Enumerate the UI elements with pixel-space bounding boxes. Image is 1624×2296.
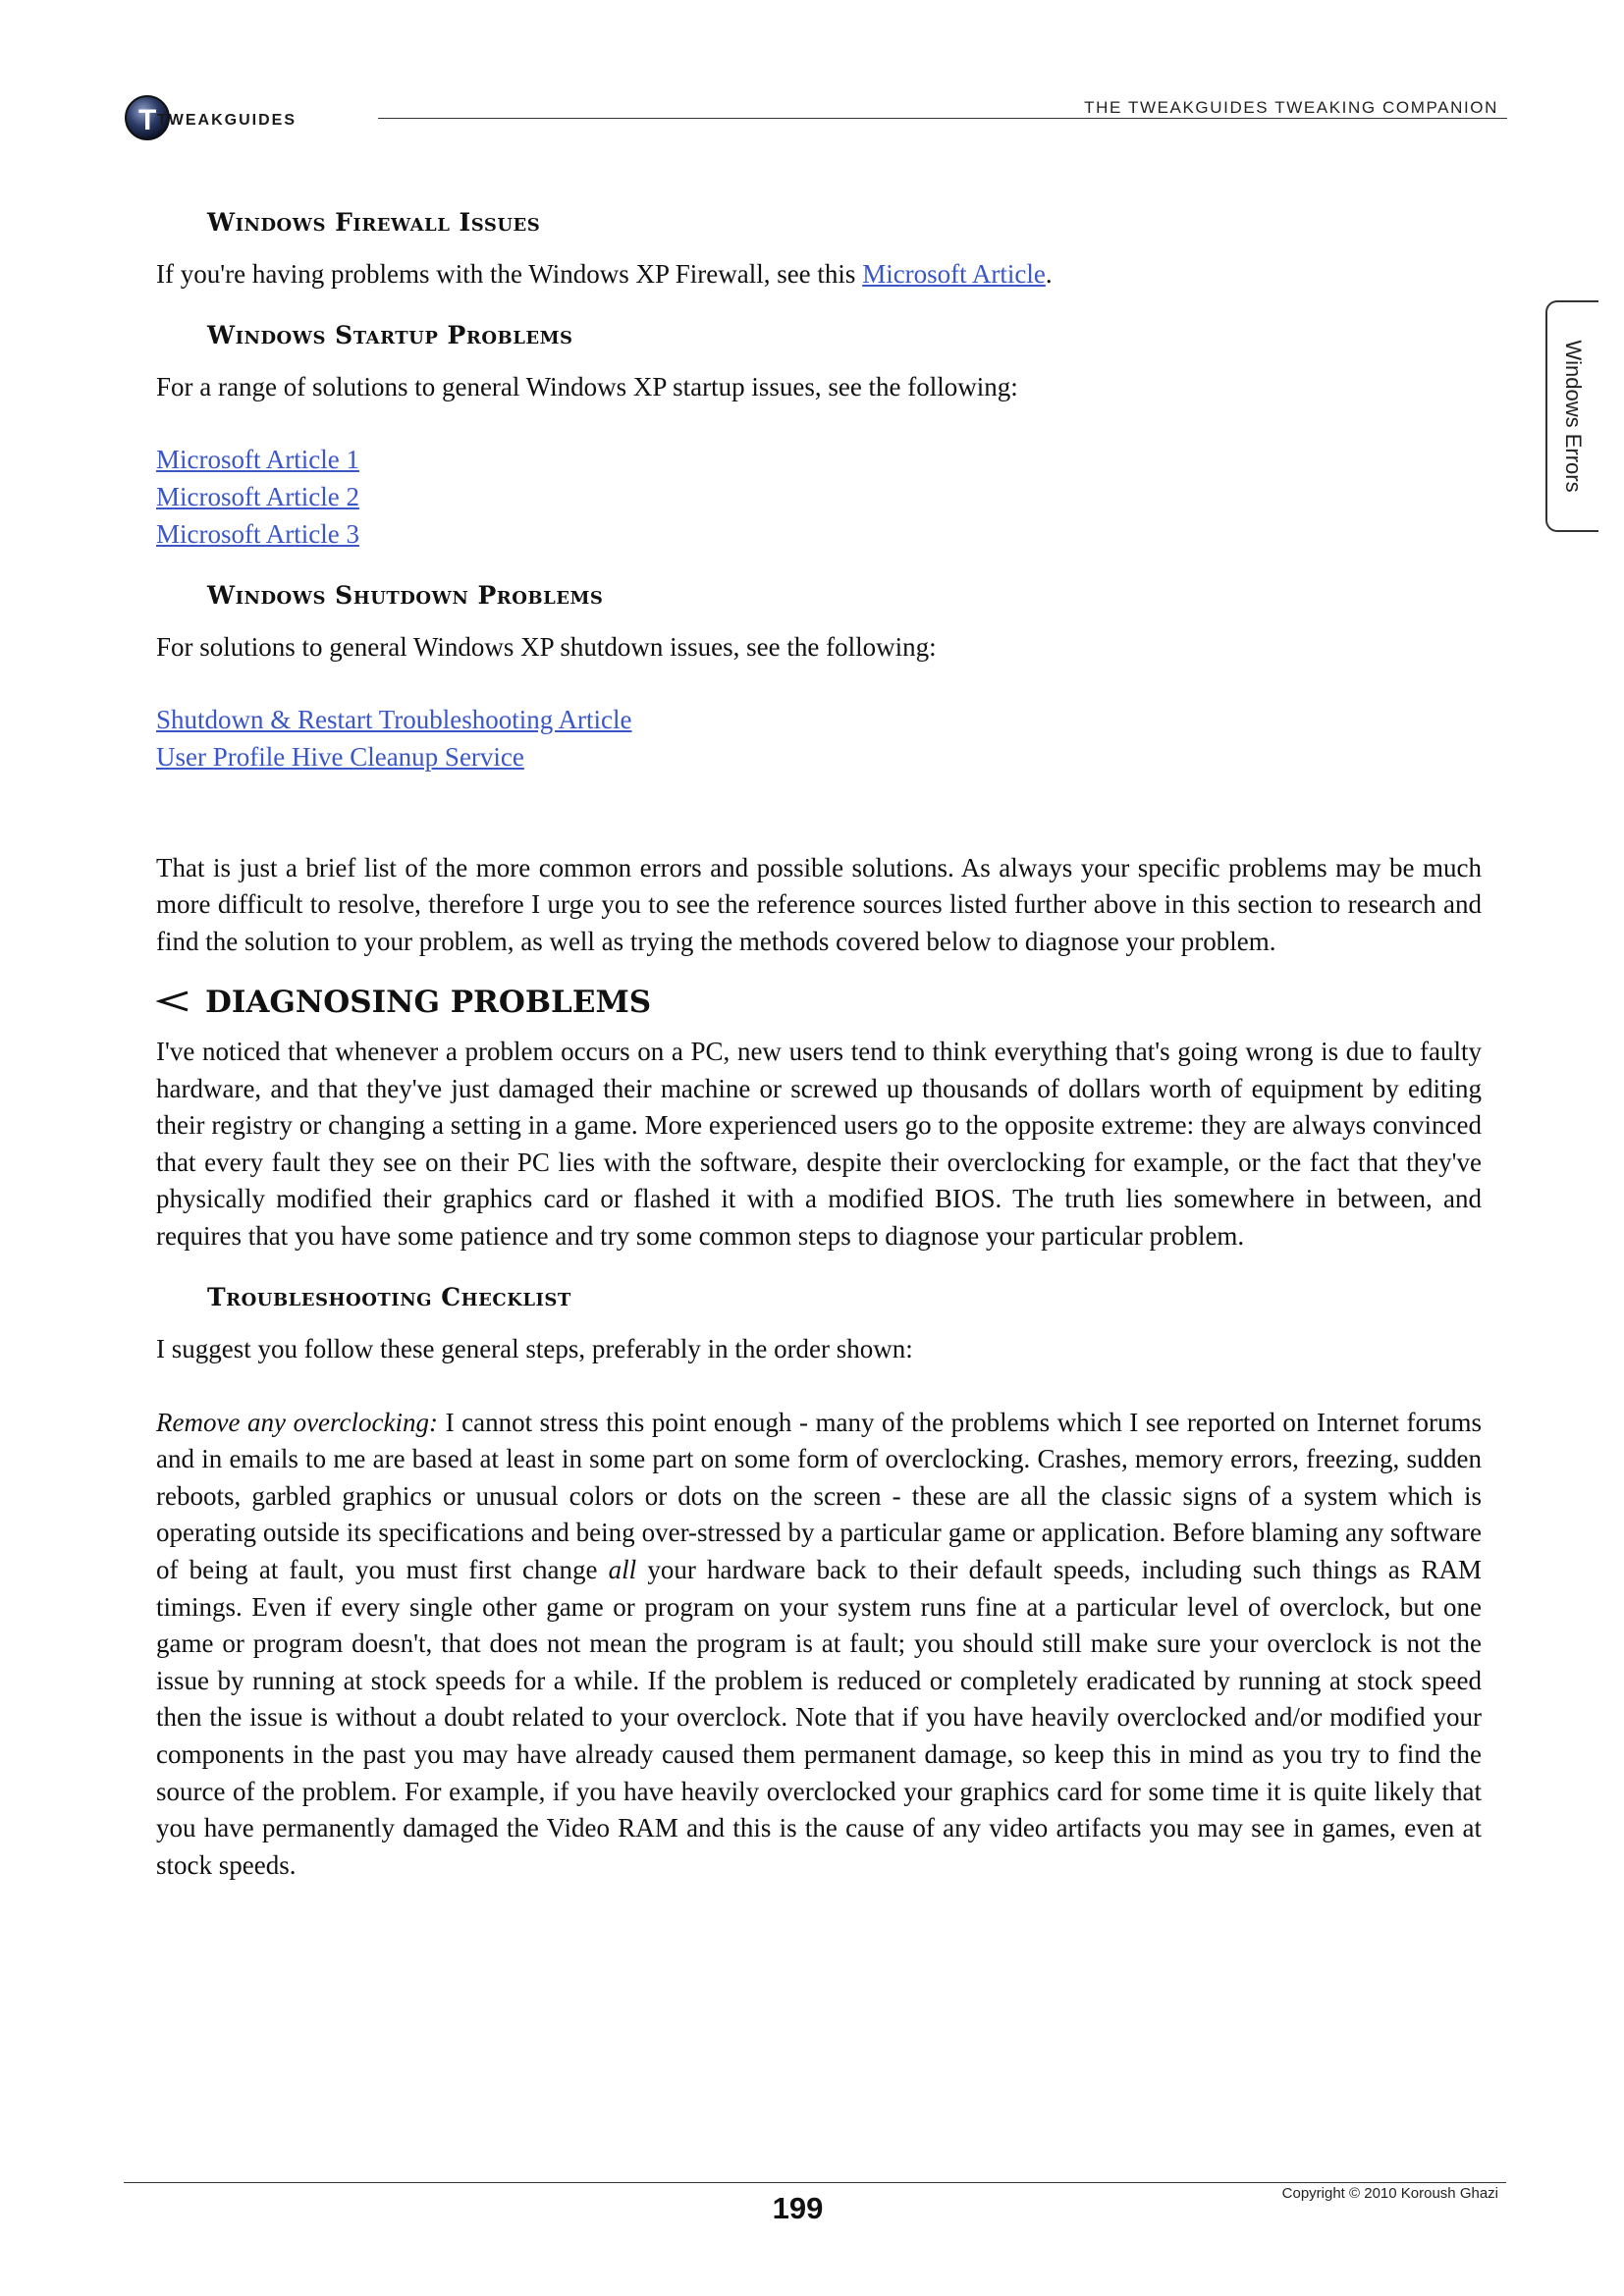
heading-troubleshooting-checklist: Troubleshooting Checklist	[207, 1283, 571, 1312]
checklist-item-emphasis: all	[608, 1555, 637, 1585]
footer-divider	[124, 2182, 1506, 2183]
svg-text:T: T	[138, 104, 157, 136]
header-divider	[378, 118, 1507, 119]
firewall-text: If you're having problems with the Windows XP Firewall, see this	[156, 258, 863, 289]
link-microsoft-article-2[interactable]: Microsoft Article 2	[156, 481, 359, 511]
checklist-intro: I suggest you follow these general steps, preferably in the order shown:	[156, 1334, 913, 1364]
shutdown-paragraph: For solutions to general Windows XP shutdown issues, see the following:	[156, 631, 937, 662]
heading-diagnosing-problems-label: DIAGNOSING PROBLEMS	[205, 985, 652, 1021]
chevron-left-icon	[156, 985, 189, 1022]
diagnosing-paragraph: I've noticed that whenever a problem occurs on a PC, new users tend to think everything that's going wrong is due to faulty hardware, and that they've just damaged their machine or screwed up thousands of dollars worth of equipment by editing their registry or changing a setting in a game. More experienced users go to the opposite extreme: they are always convinced that every fault they see on their PC lies with the software, despite their overclocking for example, or the fact that they've physically modified their graphics card or flashed it with a modified BIOS. The truth lies somewhere in between, and requires that you have some patience and try some common steps to diagnose your particular problem.	[156, 1036, 1482, 1251]
checklist-item-text-1: I cannot stress this point enough - many of the problems which I see reported on Internet forums and in emails to me are based at least in some part on some form of overclocking. Crashes, memory errors, freezing, sudden reboots, garbled graphics or unusual colors or dots on the screen - these are all the classic signs of a system which is operating outside its specifications and being over-stressed by a particular game or application. Before blaming any software of being at fault, you must first change	[156, 1407, 1482, 1585]
link-user-profile-hive-cleanup[interactable]: User Profile Hive Cleanup Service	[156, 741, 524, 772]
link-microsoft-article-3[interactable]: Microsoft Article 3	[156, 518, 359, 549]
checklist-item-overclocking	[156, 1405, 1482, 1885]
tweakguides-logo	[124, 94, 365, 143]
startup-links	[156, 442, 1482, 553]
logo-text: TWEAKGUIDES	[157, 112, 297, 129]
link-shutdown-restart-article[interactable]: Shutdown & Restart Troubleshooting Article	[156, 705, 632, 735]
heading-diagnosing-problems	[156, 985, 1482, 1022]
running-header-title: THE TWEAKGUIDES TWEAKING COMPANION	[1084, 98, 1498, 117]
chapter-side-tab	[1545, 300, 1598, 532]
link-microsoft-article-1[interactable]: Microsoft Article 1	[156, 445, 359, 475]
link-microsoft-article[interactable]: Microsoft Article	[862, 258, 1046, 289]
page-number: 199	[772, 2191, 824, 2225]
shutdown-links	[156, 702, 1482, 775]
copyright-notice: Copyright © 2010 Koroush Ghazi	[1281, 2185, 1498, 2202]
heading-windows-startup: Windows Startup Problems	[207, 321, 573, 350]
startup-paragraph: For a range of solutions to general Windows XP startup issues, see the following:	[156, 371, 1018, 401]
summary-paragraph: That is just a brief list of the more common errors and possible solutions. As always your specific problems may be much more difficult to resolve, therefore I urge you to see the reference sources listed further above in this section to research and find the solution to your problem, as well as trying the methods covered below to diagnose your problem.	[156, 852, 1482, 956]
heading-windows-firewall: Windows Firewall Issues	[207, 208, 541, 237]
page-content	[156, 204, 1482, 1884]
checklist-item-label: Remove any overclocking:	[156, 1407, 438, 1437]
heading-windows-shutdown: Windows Shutdown Problems	[207, 581, 604, 611]
checklist-item-text-2: your hardware back to their default speeds, including such things as RAM timings. Even if every single other game or program on your system runs fine at a particular level of overclock, but one game or program doesn't, that does not mean the program is at fault; you should still make sure your overclock is not the issue by running at stock speeds for a while. If the problem is reduced or completely eradicated by running at stock speed then the issue is without a doubt related to your overclock. Note that if you have heavily overclocked and/or modified your components in the past you may have already caused them permanent damage, so keep this in mind as you try to find the source of the problem. For example, if you have heavily overclocked your graphics card for some time it is quite likely that you have permanently damaged the Video RAM and this is the cause of any video artifacts you may see in games, even at stock speeds.	[156, 1555, 1482, 1880]
chapter-side-tab-label: Windows Errors	[1561, 340, 1586, 493]
firewall-text-end: .	[1045, 258, 1053, 289]
firewall-paragraph	[156, 256, 1482, 294]
